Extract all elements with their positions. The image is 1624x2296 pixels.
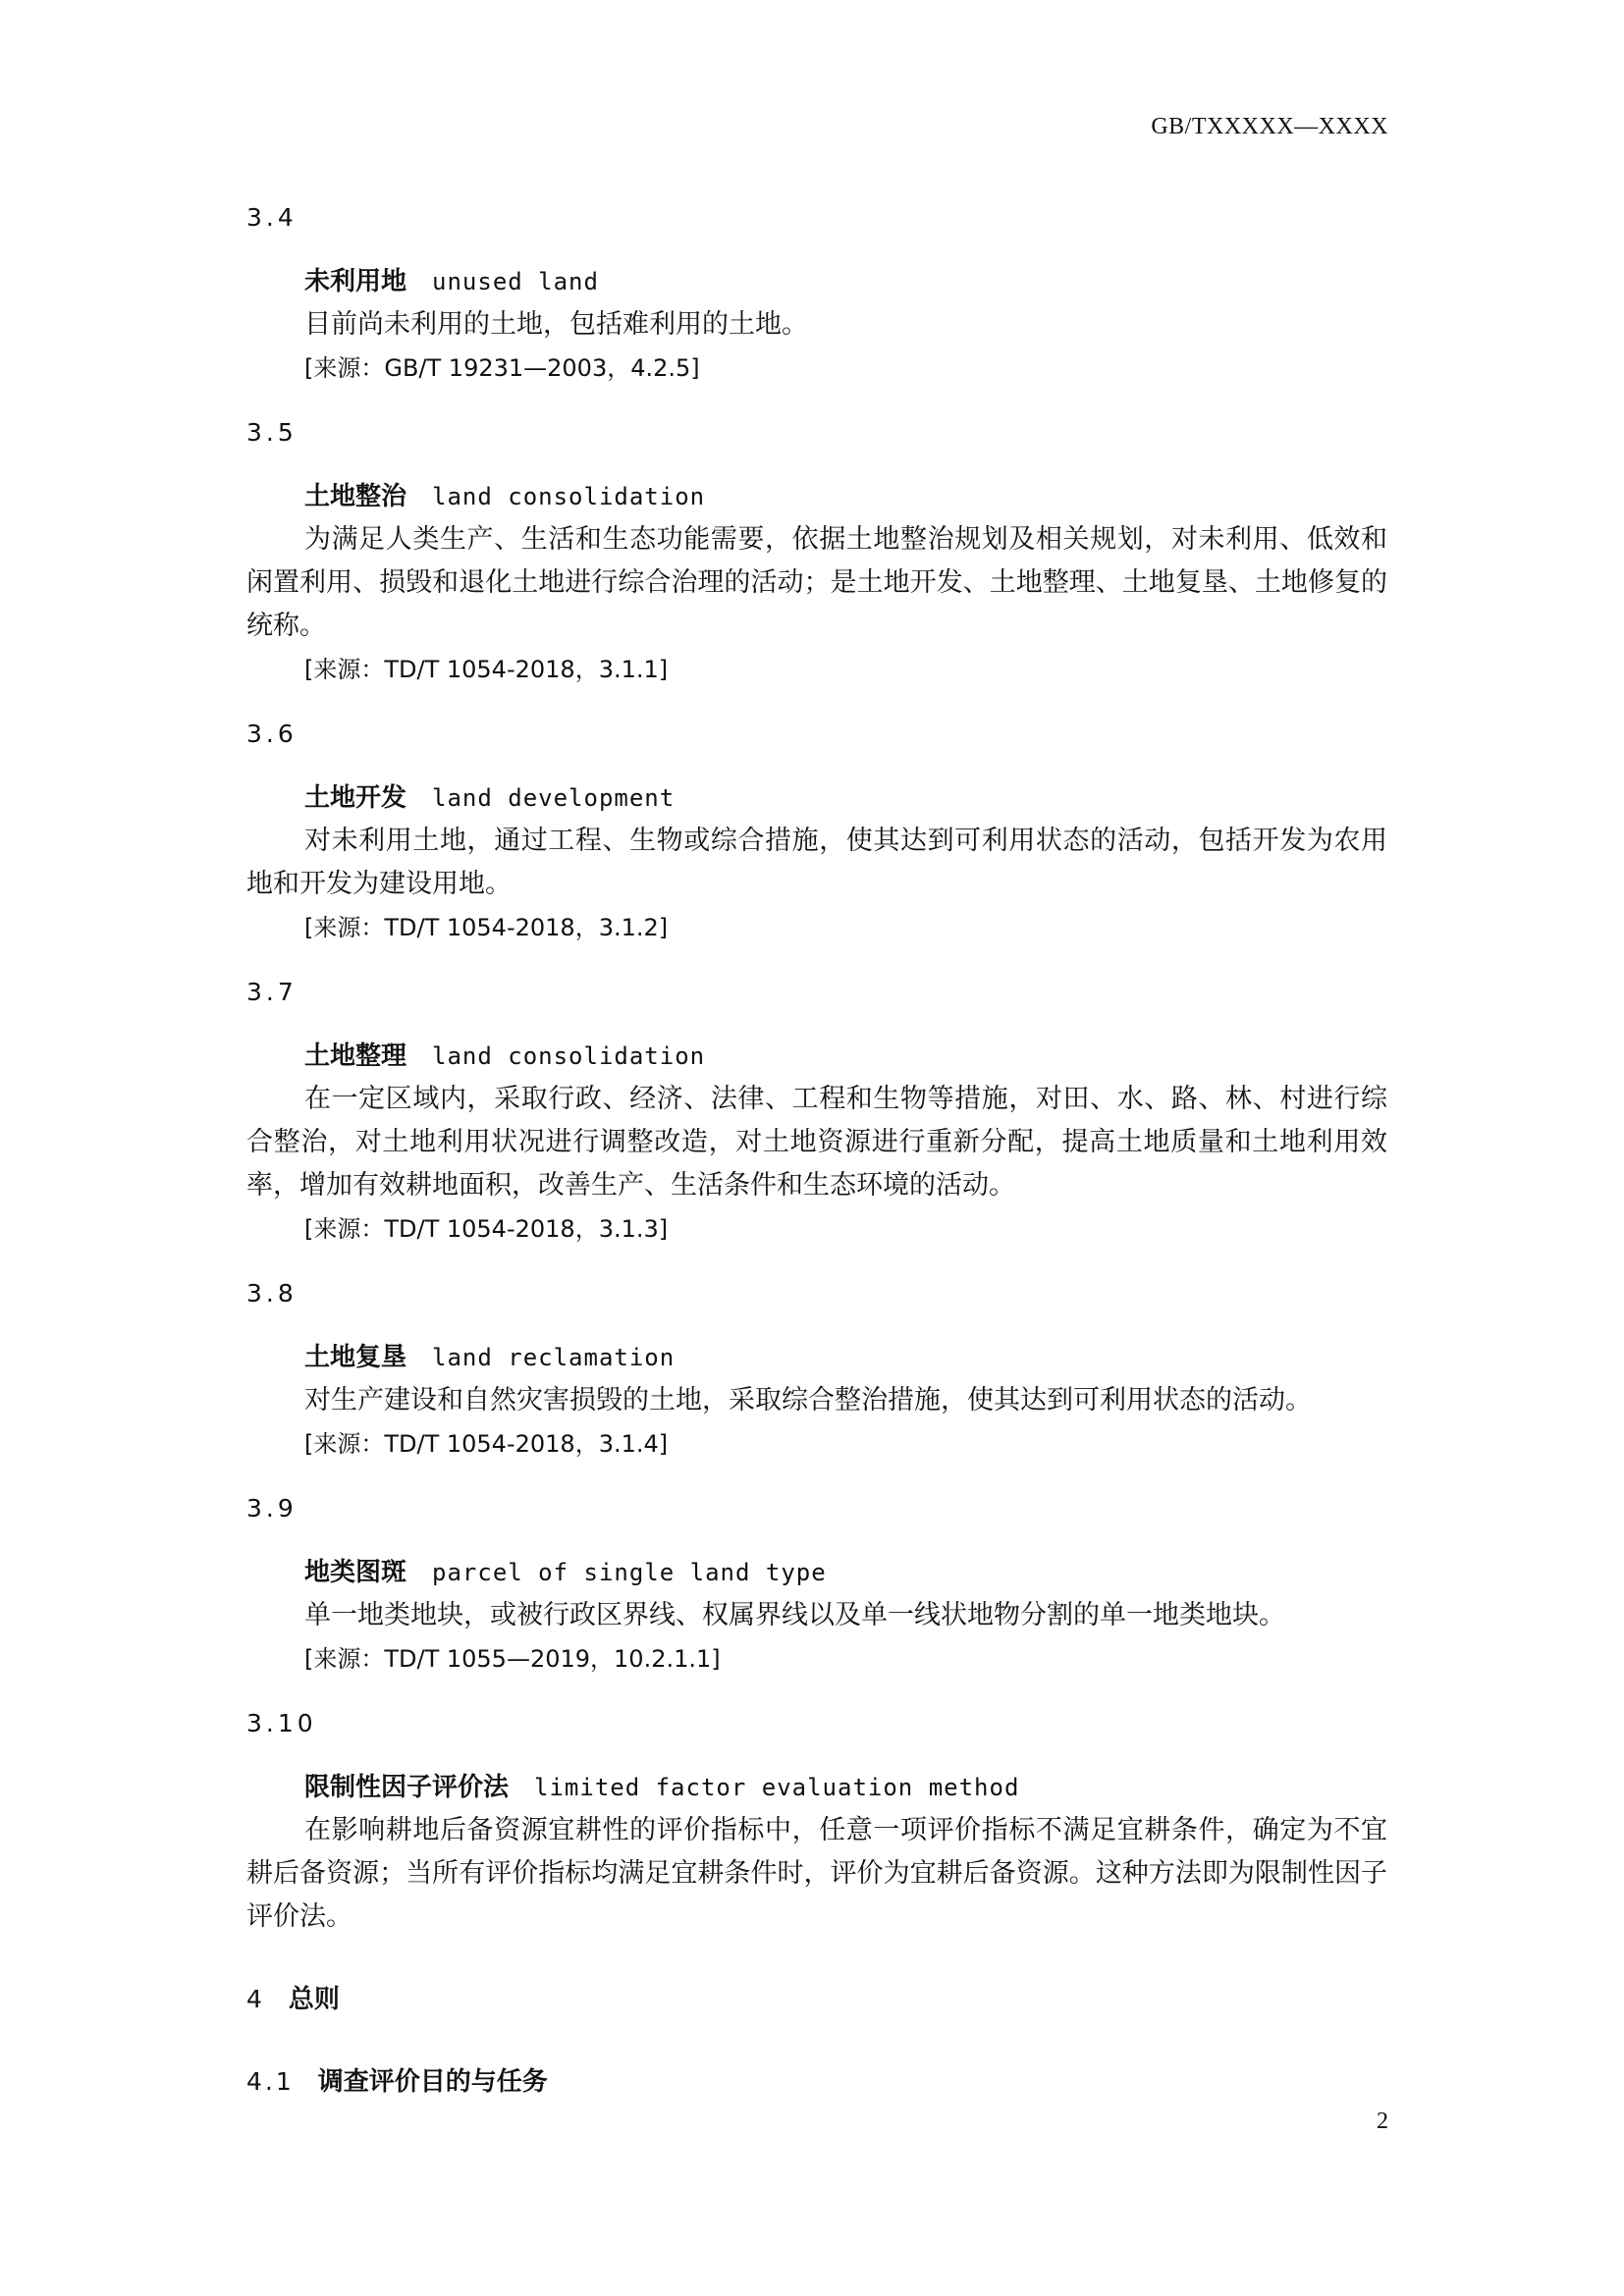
term-entry-3-6 — [246, 713, 1387, 949]
section-heading-4 — [246, 1978, 1387, 2021]
term-title — [246, 1766, 1387, 1809]
term-entry-3-10 — [246, 1702, 1387, 1939]
term-definition: 单一地类地块，或被行政区界线、权属界线以及单一线状地物分割的单一地类地块。 — [304, 1600, 1285, 1630]
term-number: 3.4 — [246, 203, 298, 232]
term-title — [246, 475, 1387, 518]
term-number: 3.6 — [246, 720, 298, 748]
term-name-cn: 限制性因子评价法 — [304, 1773, 510, 1802]
term-name-cn: 土地整治 — [304, 482, 407, 511]
term-source: [来源：TD/T 1054-2018，3.1.3] — [304, 1215, 669, 1243]
term-title — [246, 1551, 1387, 1594]
term-entry-3-5 — [246, 411, 1387, 691]
term-title — [246, 1035, 1387, 1078]
term-entry-3-4 — [246, 196, 1387, 390]
term-source: [来源：GB/T 19231—2003，4.2.5] — [304, 354, 700, 382]
term-name-cn: 未利用地 — [304, 267, 407, 296]
term-entry-3-7 — [246, 971, 1387, 1251]
term-name-en: land consolidation — [432, 483, 706, 510]
term-definition: 在影响耕地后备资源宜耕性的评价指标中，任意一项评价指标不满足宜耕条件，确定为不宜耕后备资源；当所有评价指标均满足宜耕条件时，评价为宜耕后备资源。这种方法即为限制性因子评价法。 — [246, 1815, 1387, 1932]
term-name-en: land reclamation — [432, 1344, 676, 1371]
term-definition: 为满足人类生产、生活和生态功能需要，依据土地整治规划及相关规划，对未利用、低效和闲置利用、损毁和退化土地进行综合治理的活动；是土地开发、土地整理、土地复垦、土地修复的统称。 — [246, 524, 1387, 641]
section-title: 总则 — [288, 1985, 340, 2014]
page-number: 2 — [1377, 2109, 1388, 2134]
term-definition: 目前尚未利用的土地，包括难利用的土地。 — [304, 309, 808, 340]
term-entry-3-8 — [246, 1272, 1387, 1466]
term-name-en: unused land — [432, 268, 599, 295]
term-number: 3.9 — [246, 1494, 298, 1522]
term-name-cn: 土地复垦 — [304, 1343, 407, 1372]
term-number: 3.5 — [246, 418, 298, 447]
term-name-cn: 土地整理 — [304, 1041, 407, 1071]
section-number: 4.1 — [246, 2067, 295, 2096]
term-source: [来源：TD/T 1055—2019，10.2.1.1] — [304, 1645, 721, 1673]
term-name-cn: 土地开发 — [304, 783, 407, 813]
term-definition: 对未利用土地，通过工程、生物或综合措施，使其达到可利用状态的活动，包括开发为农用地和开发为建设用地。 — [246, 826, 1387, 899]
term-title — [246, 1336, 1387, 1379]
page-content — [246, 196, 1387, 2104]
document-code: GB/TXXXXX—XXXX — [1151, 114, 1388, 139]
section-title: 调查评价目的与任务 — [317, 2067, 548, 2097]
term-source: [来源：TD/T 1054-2018，3.1.4] — [304, 1430, 669, 1458]
term-source: [来源：TD/T 1054-2018，3.1.1] — [304, 656, 669, 683]
section-number: 4 — [246, 1985, 265, 2013]
term-title — [246, 776, 1387, 820]
term-definition: 对生产建设和自然灾害损毁的土地，采取综合整治措施，使其达到可利用状态的活动。 — [304, 1385, 1312, 1415]
term-name-en: land consolidation — [432, 1042, 706, 1070]
term-source: [来源：TD/T 1054-2018，3.1.2] — [304, 914, 669, 941]
term-number: 3.7 — [246, 978, 298, 1006]
term-definition: 在一定区域内，采取行政、经济、法律、工程和生物等措施，对田、水、路、林、村进行综合整治，对土地利用状况进行调整改造，对土地资源进行重新分配，提高土地质量和土地利用效率，增加有效耕地面积，改善生产、生活条件和生态环境的活动。 — [246, 1084, 1387, 1201]
term-name-en: limited factor evaluation method — [534, 1774, 1020, 1801]
term-name-en: land development — [432, 784, 676, 812]
term-number: 3.10 — [246, 1709, 317, 1737]
section-heading-4-1 — [246, 2060, 1387, 2104]
term-number: 3.8 — [246, 1279, 298, 1308]
term-name-en: parcel of single land type — [432, 1559, 827, 1586]
term-entry-3-9 — [246, 1487, 1387, 1681]
term-title — [246, 260, 1387, 303]
term-name-cn: 地类图斑 — [304, 1558, 407, 1587]
